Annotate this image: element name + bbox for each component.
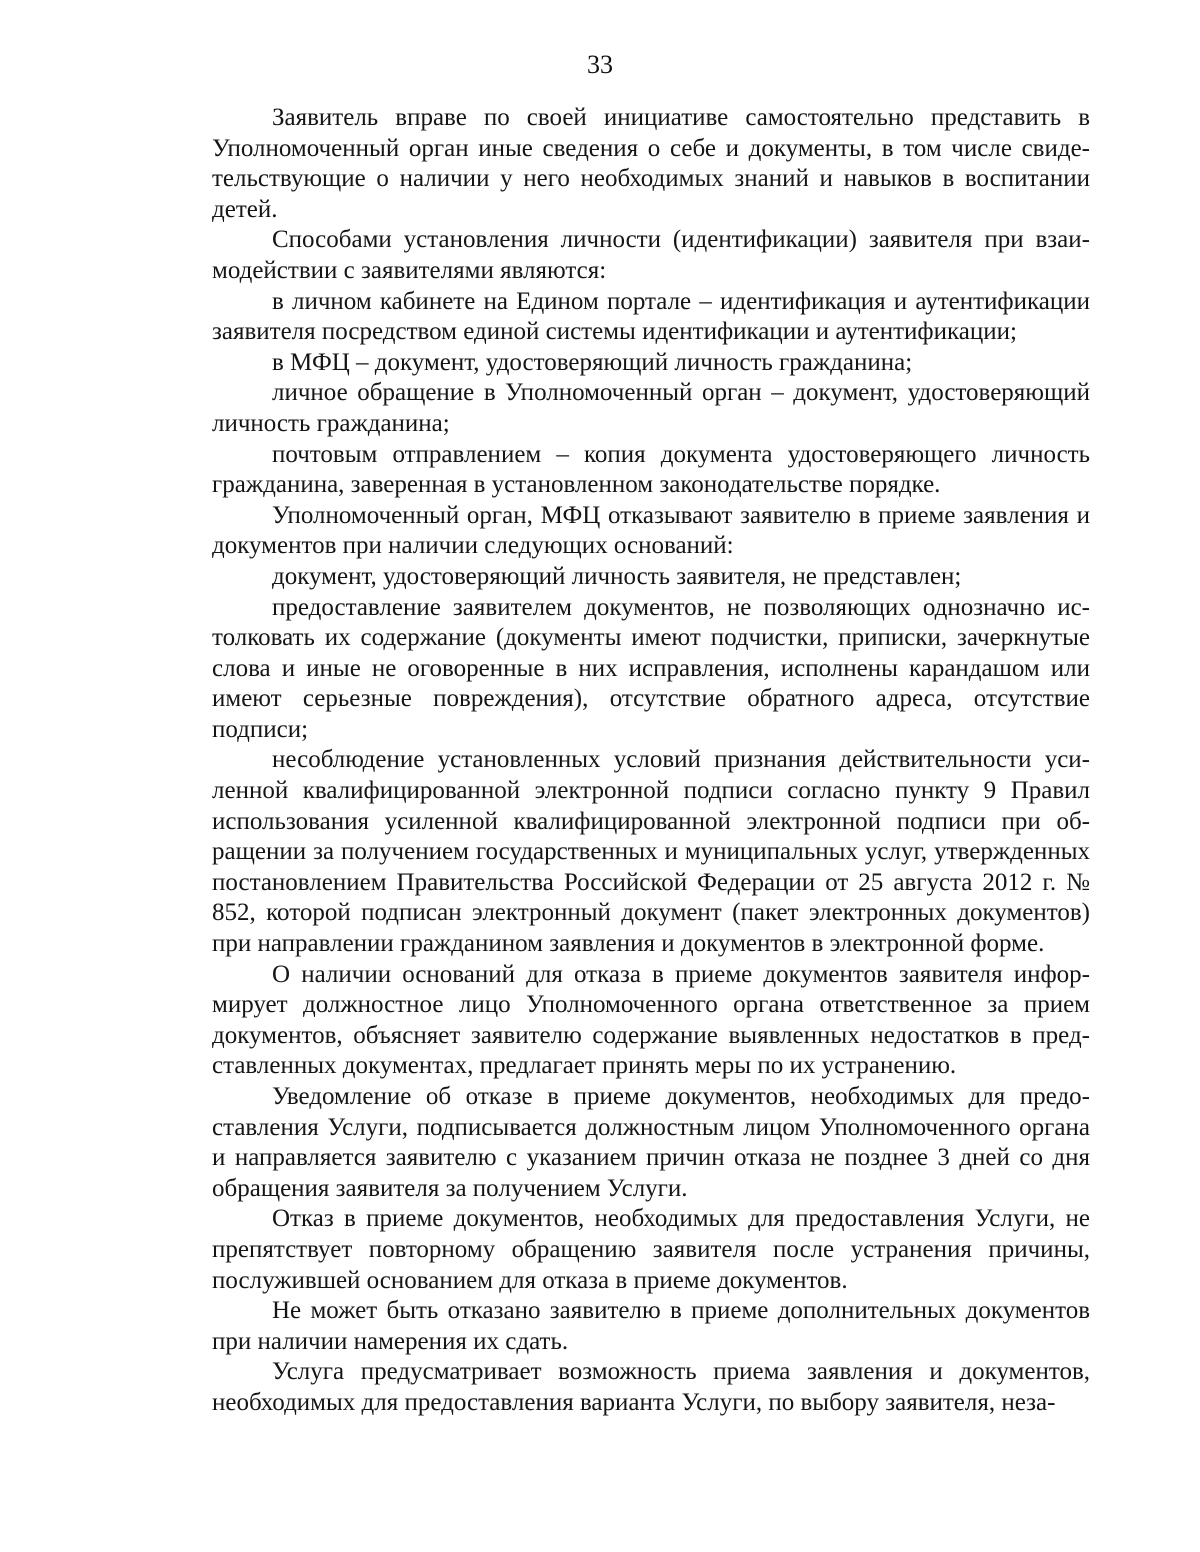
paragraph-identification-methods: Способами установления личности (идентификации) заявителя при взаимодействии с заявителями являются:	[212, 226, 1090, 284]
paragraph-notification-grounds: О наличии оснований для отказа в приеме документов заявителя информирует должностное лицо Уполномоченного органа ответственное за прием документов, объясняет заявителю содержание выявленных недостатков в представленных документах, предлагает принять меры по их устранению.	[212, 960, 1090, 1080]
paragraph-ambiguous-documents: предоставление заявителем документов, не позволяющих однозначно истолковать их содержание (документы имеют подчистки, приписки, зачеркнутые слова и иные не оговоренные в них исправления, исполнены карандашом или имеют серьезные повреждения), отсутствие обратного адреса, отсутствие подписи;	[212, 593, 1090, 743]
paragraph-postal: почтовым отправлением – копия документа удостоверяющего личность гражданина, заверенная в установленном законодательстве порядке.	[212, 440, 1090, 499]
paragraph-additional-documents: Не может быть отказано заявителю в приеме дополнительных документов при наличии намерения их сдать.	[212, 1297, 1090, 1355]
paragraph-electronic-signature: несоблюдение установленных условий признания действительности усиленной квалифицированной электронной подписи согласно пункту 9 Правил использования усиленной квалифицированной электронной подписи при обращении за получением государственных и муниципальных услуг, утвержденных постановлением Правительства Российской Федерации от 25 августа 2012 г. № 852, которой подписан электронный документ (пакет электронных документов) при направлении гражданином заявления и документов в электронной форме.	[212, 746, 1090, 958]
page-number: 33	[587, 50, 613, 79]
paragraph-personal-account: в личном кабинете на Едином портале – идентификация и аутентификации заявителя посредством единой системы идентификации и аутентификации;	[212, 287, 1090, 346]
paragraph-personal-appeal: личное обращение в Уполномоченный орган – документ, удостоверяющий личность гражданина;	[212, 379, 1090, 437]
paragraph-right-to-submit: Заявитель вправе по своей инициативе самостоятельно представить в Уполномоченный орган иные сведения о себе и документы, в том числе свидетельствующие о наличии у него необходимых знаний и навыков в воспитании детей.	[212, 104, 1090, 223]
document-body	[212, 103, 1090, 1419]
paragraph-repeat-appeal: Отказ в приеме документов, необходимых для предоставления Услуги, не препятствует повторному обращению заявителя после устранения причины, послужившей основанием для отказа в приеме документов.	[212, 1205, 1090, 1294]
paragraph-mfc: в МФЦ – документ, удостоверяющий личность гражданина;	[272, 348, 913, 376]
paragraph-service-options: Услуга предусматривает возможность приема заявления и документов, необходимых для предоставления варианта Услуги, по выбору заявителя, неза-	[212, 1358, 1090, 1416]
paragraph-refusal-grounds: Уполномоченный орган, МФЦ отказывают заявителю в приеме заявления и документов при наличии следующих оснований:	[212, 501, 1090, 560]
paragraph-refusal-notice: Уведомление об отказе в приеме документов, необходимых для предоставления Услуги, подписывается должностным лицом Уполномоченного органа и направляется заявителю с указанием причин отказа не позднее 3 дней со дня обращения заявителя за получением Услуги.	[212, 1083, 1090, 1202]
paragraph-no-id-document: документ, удостоверяющий личность заявителя, не представлен;	[272, 562, 962, 590]
